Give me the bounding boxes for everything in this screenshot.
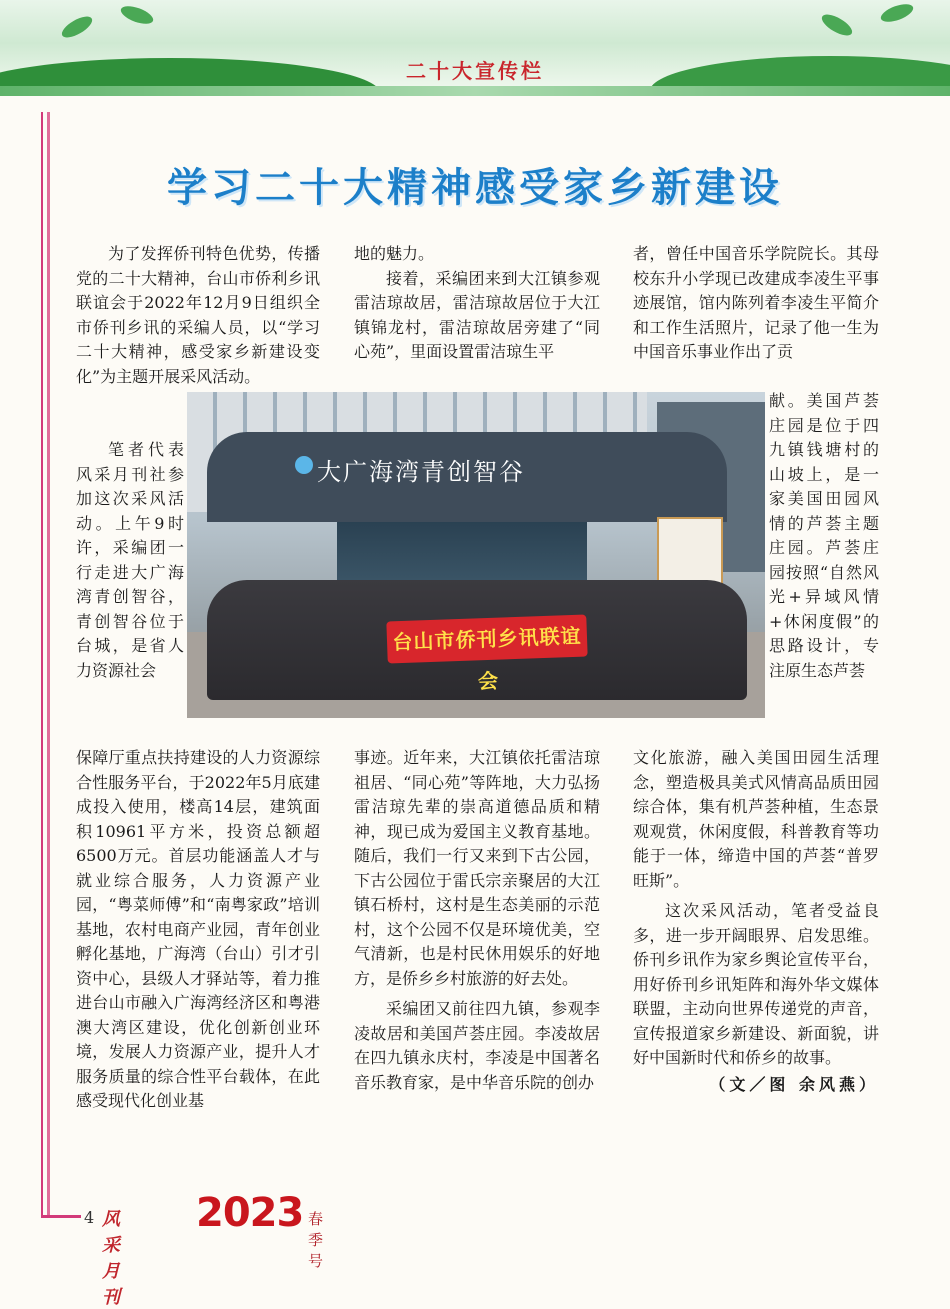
leaf-icon — [59, 12, 95, 41]
header-banner — [0, 0, 950, 96]
paragraph: 这次采风活动，笔者受益良多，进一步开阔眼界、启发思维。侨刊乡讯作为家乡舆论宣传平台，用好侨刊乡讯矩阵和海外华文媒体联盟，主动向世界传递党的声音，宣传报道家乡新建设、新面貌，讲好中国新时代和侨乡的故事。 — [633, 901, 879, 1067]
header-band — [0, 86, 950, 96]
leaf-icon — [879, 1, 916, 26]
paragraph: 献。美国芦荟庄园是位于四九镇钱塘村的山坡上，是一家美国田园风情的芦荟主题庄园。芦荟庄园按照“自然风光+异域风情+休闲度假”的思路设计，专注原生态芦荟 — [769, 391, 879, 680]
border-line — [41, 1215, 81, 1218]
article-title: 学习二十大精神感受家乡新建设 — [167, 165, 783, 211]
paragraph: 保障厅重点扶持建设的人力资源综合性服务平台，于2022年5月底建成投入使用，楼高14层，建筑面积10961平方米，投资总额超6500万元。首层功能涵盖人才与就业综合服务，人力资源产业园，“粤菜师傅”和“南粤家政”培训基地，农村电商产业园，青年创业孵化基地，广海湾（台山）引才引资中心，县级人才驿站等，着力推进台山市融入广海湾经济区和粤港澳大湾区建设，优化创新创业环境，发展人力资源产业，提升人才服务质量的综合性平台载体，在此感受现代化创业基 — [76, 748, 320, 1110]
leaf-icon — [819, 10, 855, 39]
issue-season: 春季号 — [308, 1210, 324, 1270]
paragraph: 地的魅力。 — [354, 244, 435, 263]
column-1-top — [76, 242, 320, 389]
byline: （文／图 余风燕） — [709, 1074, 879, 1094]
column-3-narrow — [769, 389, 879, 683]
page-number: 4 — [84, 1208, 95, 1227]
banner-text: 台山市侨刊乡讯联谊会 — [392, 623, 582, 694]
paragraph: 笔者代表风采月刊社参加这次采风活动。上午9时许，采编团一行走进大广海湾青创智谷，青创智谷位于台城，是省人力资源社会 — [76, 440, 184, 680]
column-2-bottom — [354, 746, 600, 1095]
paragraph: 者，曾任中国音乐学院院长。其母校东升小学现已改建成李凌生平事迹展馆，馆内陈列着李凌生平简介和工作生活照片，记录了他一生为中国音乐事业作出了贡 — [633, 244, 879, 361]
column-1-narrow — [76, 438, 184, 683]
red-banner — [386, 615, 587, 694]
border-line — [47, 112, 50, 1217]
logo-icon — [295, 456, 313, 474]
border-line — [41, 112, 43, 1217]
paragraph: 接着，采编团来到大江镇参观雷洁琼故居，雷洁琼故居位于大江镇锦龙村，雷洁琼故居旁建了“同心苑”，里面设置雷洁琼生平 — [354, 268, 600, 361]
column-2-top — [354, 242, 600, 365]
column-1-bottom — [76, 746, 320, 1114]
paragraph: 采编团又前往四九镇，参观李凌故居和美国芦荟庄园。李凌故居在四九镇永庆村，李凌是中国著名音乐教育家，是中华音乐院的创办 — [354, 999, 600, 1092]
magazine-name: 风采月刊 — [102, 1209, 121, 1308]
group-photo — [187, 392, 765, 718]
paragraph: 文化旅游，融入美国田园生活理念，塑造极具美式风情高品质田园综合体，集有机芦荟种植，生态景观观赏，休闲度假，科普教育等功能于一体，缔造中国的芦荟“普罗旺斯”。 — [633, 748, 879, 890]
building-sign: 大广海湾青创智谷 — [317, 458, 525, 486]
paragraph: 事迹。近年来，大江镇依托雷洁琼祖居、“同心苑”等阵地，大力弘扬雷洁琼先辈的崇高道德品质和精神，现已成为爱国主义教育基地。随后，我们一行又来到下古公园，下古公园位于雷氏宗亲聚居的大江镇石桥村，这村是生态美丽的示范村，这个公园不仅是环境优美，空气清新，也是村民休用娱乐的好地方，是侨乡乡村旅游的好去处。 — [354, 748, 600, 988]
column-3-top — [633, 242, 879, 365]
issue-year: 2023 — [196, 1190, 304, 1236]
leaf-icon — [119, 3, 156, 28]
paragraph: 为了发挥侨刊特色优势，传播党的二十大精神，台山市侨利乡讯联谊会于2022年12月9日组织全市侨刊乡讯的采编人员，以“学习二十大精神，感受家乡新建设变化”为主题开展采风活动。 — [76, 244, 320, 386]
section-title: 二十大宣传栏 — [406, 59, 544, 83]
column-3-bottom — [633, 746, 879, 1097]
